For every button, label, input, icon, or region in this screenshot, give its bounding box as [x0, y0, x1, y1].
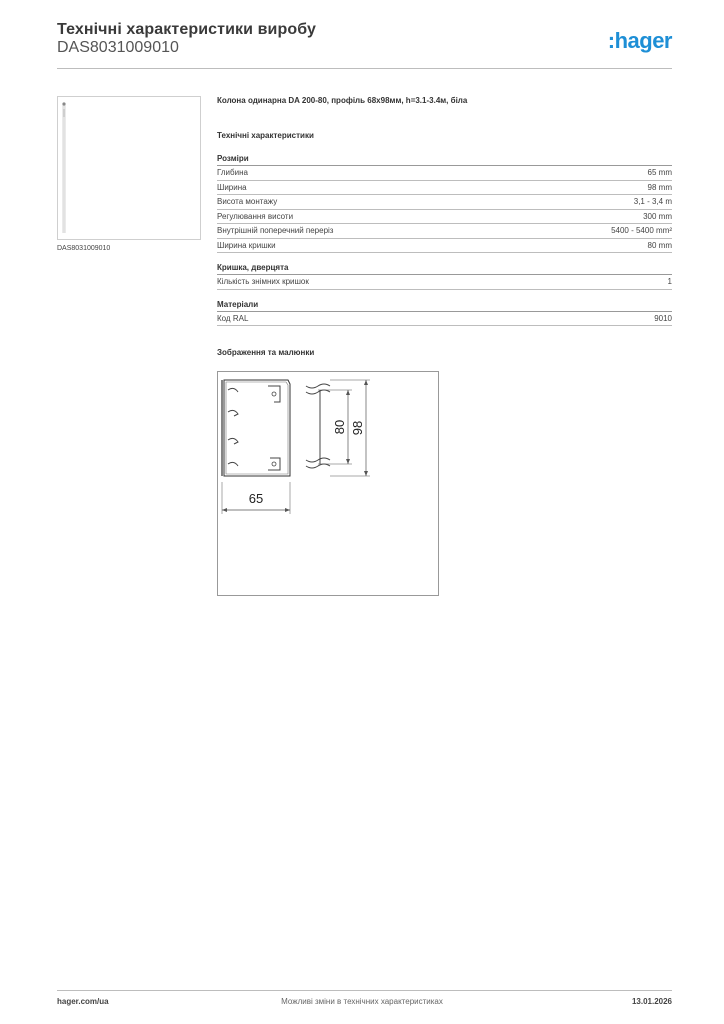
group-heading: Розміри [217, 154, 672, 166]
header-divider [57, 68, 672, 69]
product-thumbnail [57, 96, 201, 240]
column-image [58, 97, 200, 239]
specs-panel [217, 96, 672, 357]
spec-group-dimensions [217, 154, 672, 253]
spec-label: Код RAL [217, 313, 249, 323]
spec-label: Глибина [217, 168, 248, 177]
spec-row [217, 312, 672, 327]
spec-value: 98 mm [647, 182, 672, 192]
thumbnail-caption: DAS8031009010 [57, 245, 111, 252]
dim-inner-label: 80 [332, 419, 347, 435]
spec-value: 300 mm [643, 211, 672, 221]
drawings-heading: Зображення та малюнки [217, 348, 315, 357]
spec-value: 3,1 - 3,4 m [633, 197, 672, 206]
spec-value: 65 mm [647, 168, 672, 177]
spec-group-materials [217, 300, 672, 327]
product-code: DAS8031009010 [57, 39, 179, 56]
group-heading: Кришка, дверцята [217, 263, 672, 275]
footer-notice: Можливі зміни в технічних характеристиках [281, 997, 443, 1006]
spec-label: Внутрішній поперечний переріз [217, 226, 334, 235]
page-title: Технічні характеристики виробу [57, 21, 316, 38]
spec-row [217, 166, 672, 181]
footer-website-link[interactable]: hager.com/ua [57, 997, 109, 1006]
dim-width-label: 65 [248, 491, 264, 506]
dim-height-label: 98 [350, 420, 365, 436]
spec-row [217, 195, 672, 210]
spec-row [217, 275, 672, 290]
product-title: Колона одинарна DA 200-80, профіль 68x98мм, h=3.1-3.4м, біла [217, 96, 468, 105]
spec-label: Ширина кришки [217, 240, 276, 250]
group-heading: Матеріали [217, 300, 672, 312]
spec-value: 80 mm [647, 240, 672, 250]
spec-row [217, 181, 672, 196]
footer-divider [57, 990, 672, 991]
spec-value: 1 [667, 277, 672, 286]
spec-row [217, 224, 672, 239]
spec-value: 5400 - 5400 mm² [611, 226, 672, 235]
technical-drawing [217, 371, 439, 596]
spec-group-cover [217, 263, 672, 290]
spec-label: Висота монтажу [217, 197, 278, 206]
specs-heading: Технічні характеристики [217, 131, 314, 140]
profile-drawing [218, 372, 438, 595]
spec-row [217, 210, 672, 225]
spec-label: Ширина [217, 182, 247, 192]
spec-label: Кількість знімних кришок [217, 277, 309, 286]
spec-label: Регулювання висоти [217, 211, 294, 221]
footer-date: 13.01.2026 [631, 997, 672, 1006]
spec-row [217, 239, 672, 254]
spec-value: 9010 [654, 313, 672, 323]
hager-logo: :hager [607, 28, 672, 53]
